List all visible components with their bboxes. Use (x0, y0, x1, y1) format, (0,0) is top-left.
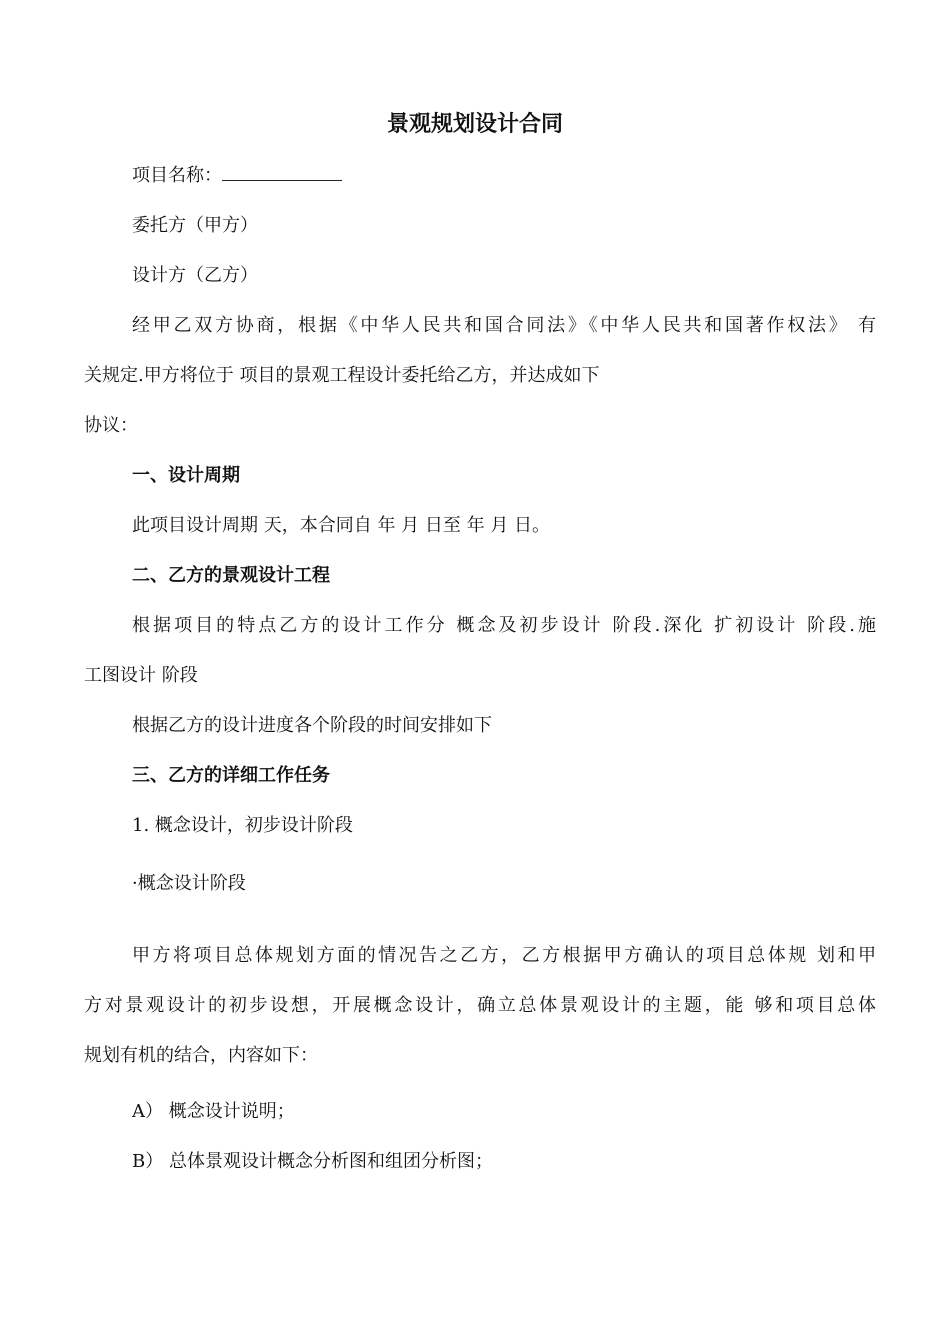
section-3-heading: 三、乙方的详细工作任务 (132, 765, 330, 786)
section-2-line-1: 根据项目的特点乙方的设计工作分 概念及初步设计 阶段.深化 扩初设计 阶段.施 (132, 615, 876, 636)
section-2-line-2: 工图设计 阶段 (84, 665, 198, 686)
section-1-text: 此项目设计周期 天，本合同自 年 月 日至 年 月 日。 (132, 515, 551, 536)
list-item-a: A） 概念设计说明； (132, 1101, 295, 1122)
project-name-label: 项目名称： (132, 165, 222, 186)
intro-line-3: 协议： (84, 415, 138, 436)
paragraph-line-1: 甲方将项目总体规划方面的情况告之乙方，乙方根据甲方确认的项目总体规 划和甲 (132, 945, 876, 966)
designer-label: 设计方（乙方） (132, 265, 258, 286)
item-1: 1. 概念设计，初步设计阶段 (132, 815, 353, 836)
paragraph-line-3: 规划有机的结合，内容如下： (84, 1045, 318, 1066)
section-2-heading: 二、乙方的景观设计工程 (132, 565, 330, 586)
client-label: 委托方（甲方） (132, 215, 258, 236)
section-1-heading: 一、设计周期 (132, 465, 240, 486)
project-name-row (132, 164, 342, 188)
intro-line-2: 关规定.甲方将位于 项目的景观工程设计委托给乙方，并达成如下 (84, 365, 600, 386)
bullet-concept-design: ·概念设计阶段 (132, 873, 246, 894)
intro-line-1: 经甲乙双方协商，根据《中华人民共和国合同法》《中华人民共和国著作权法》 有 (132, 315, 876, 336)
document-title: 景观规划设计合同 (386, 112, 563, 137)
paragraph-line-2: 方对景观设计的初步设想，开展概念设计，确立总体景观设计的主题，能 够和项目总体 (84, 995, 876, 1016)
list-item-b: B） 总体景观设计概念分析图和组团分析图； (132, 1151, 493, 1172)
project-name-blank (222, 164, 342, 181)
section-2-line-3: 根据乙方的设计进度各个阶段的时间安排如下 (132, 715, 492, 736)
